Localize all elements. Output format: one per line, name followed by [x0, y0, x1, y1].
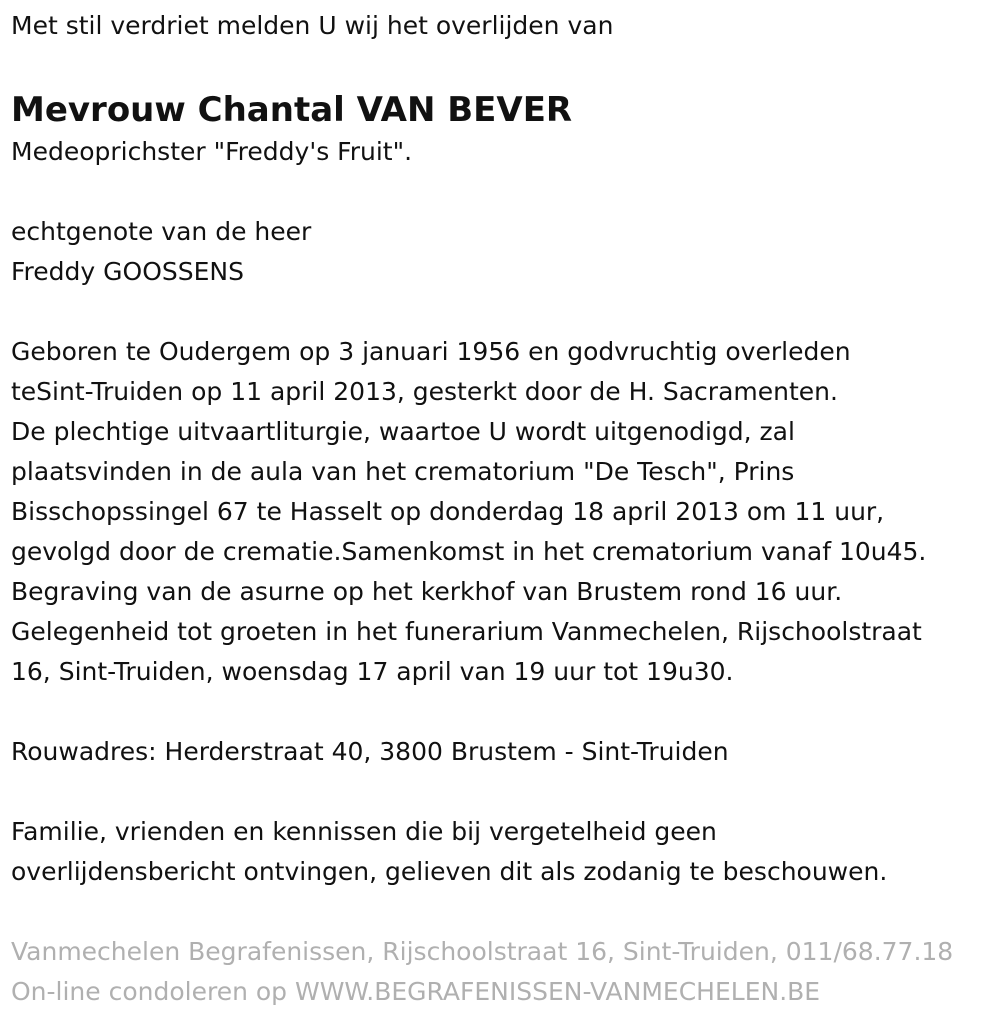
footer-company-line: Vanmechelen Begrafenissen, Rijschoolstraat 16, Sint-Truiden, 011/68.77.18 [11, 937, 954, 966]
details-line: Geboren te Oudergem op 3 januari 1956 en godvruchtig overleden [11, 337, 851, 366]
details-line: gevolgd door de crematie.Samenkomst in het crematorium vanaf 10u45. [11, 537, 927, 566]
spacer [11, 692, 990, 732]
intro-text: Met stil verdriet melden U wij het overlijden van [11, 11, 614, 40]
notice-block [11, 812, 990, 892]
details-line: Bisschopssingel 67 te Hasselt op donderdag 18 april 2013 om 11 uur, [11, 497, 885, 526]
details-line: De plechtige uitvaartliturgie, waartoe U wordt uitgenodigd, zal [11, 417, 795, 446]
details-line: teSint-Truiden op 11 april 2013, gesterkt door de H. Sacramenten. [11, 377, 838, 406]
mourning-address: Rouwadres: Herderstraat 40, 3800 Brustem - Sint-Truiden [11, 737, 729, 766]
spouse-line-2: Freddy GOOSSENS [11, 257, 244, 286]
details-line: plaatsvinden in de aula van het crematorium "De Tesch", Prins [11, 457, 795, 486]
deceased-role: Medeoprichster "Freddy's Fruit". [11, 137, 413, 166]
details-block [11, 332, 990, 692]
spouse-line-1: echtgenote van de heer [11, 217, 312, 246]
spacer [11, 172, 990, 212]
notice-line: Familie, vrienden en kennissen die bij vergetelheid geen [11, 817, 717, 846]
footer-condolence-line: On-line condoleren op WWW.BEGRAFENISSEN-VANMECHELEN.BE [11, 977, 821, 1006]
details-line: Begraving van de asurne op het kerkhof van Brustem rond 16 uur. [11, 577, 843, 606]
spacer [11, 892, 990, 932]
details-line: 16, Sint-Truiden, woensdag 17 april van 19 uur tot 19u30. [11, 657, 734, 686]
footer [11, 932, 990, 1012]
details-line: Gelegenheid tot groeten in het funerarium Vanmechelen, Rijschoolstraat [11, 617, 922, 646]
notice-line: overlijdensbericht ontvingen, gelieven dit als zodanig te beschouwen. [11, 857, 888, 886]
spacer [11, 292, 990, 332]
deceased-name: Mevrouw Chantal VAN BEVER [11, 90, 573, 130]
spacer [11, 772, 990, 812]
